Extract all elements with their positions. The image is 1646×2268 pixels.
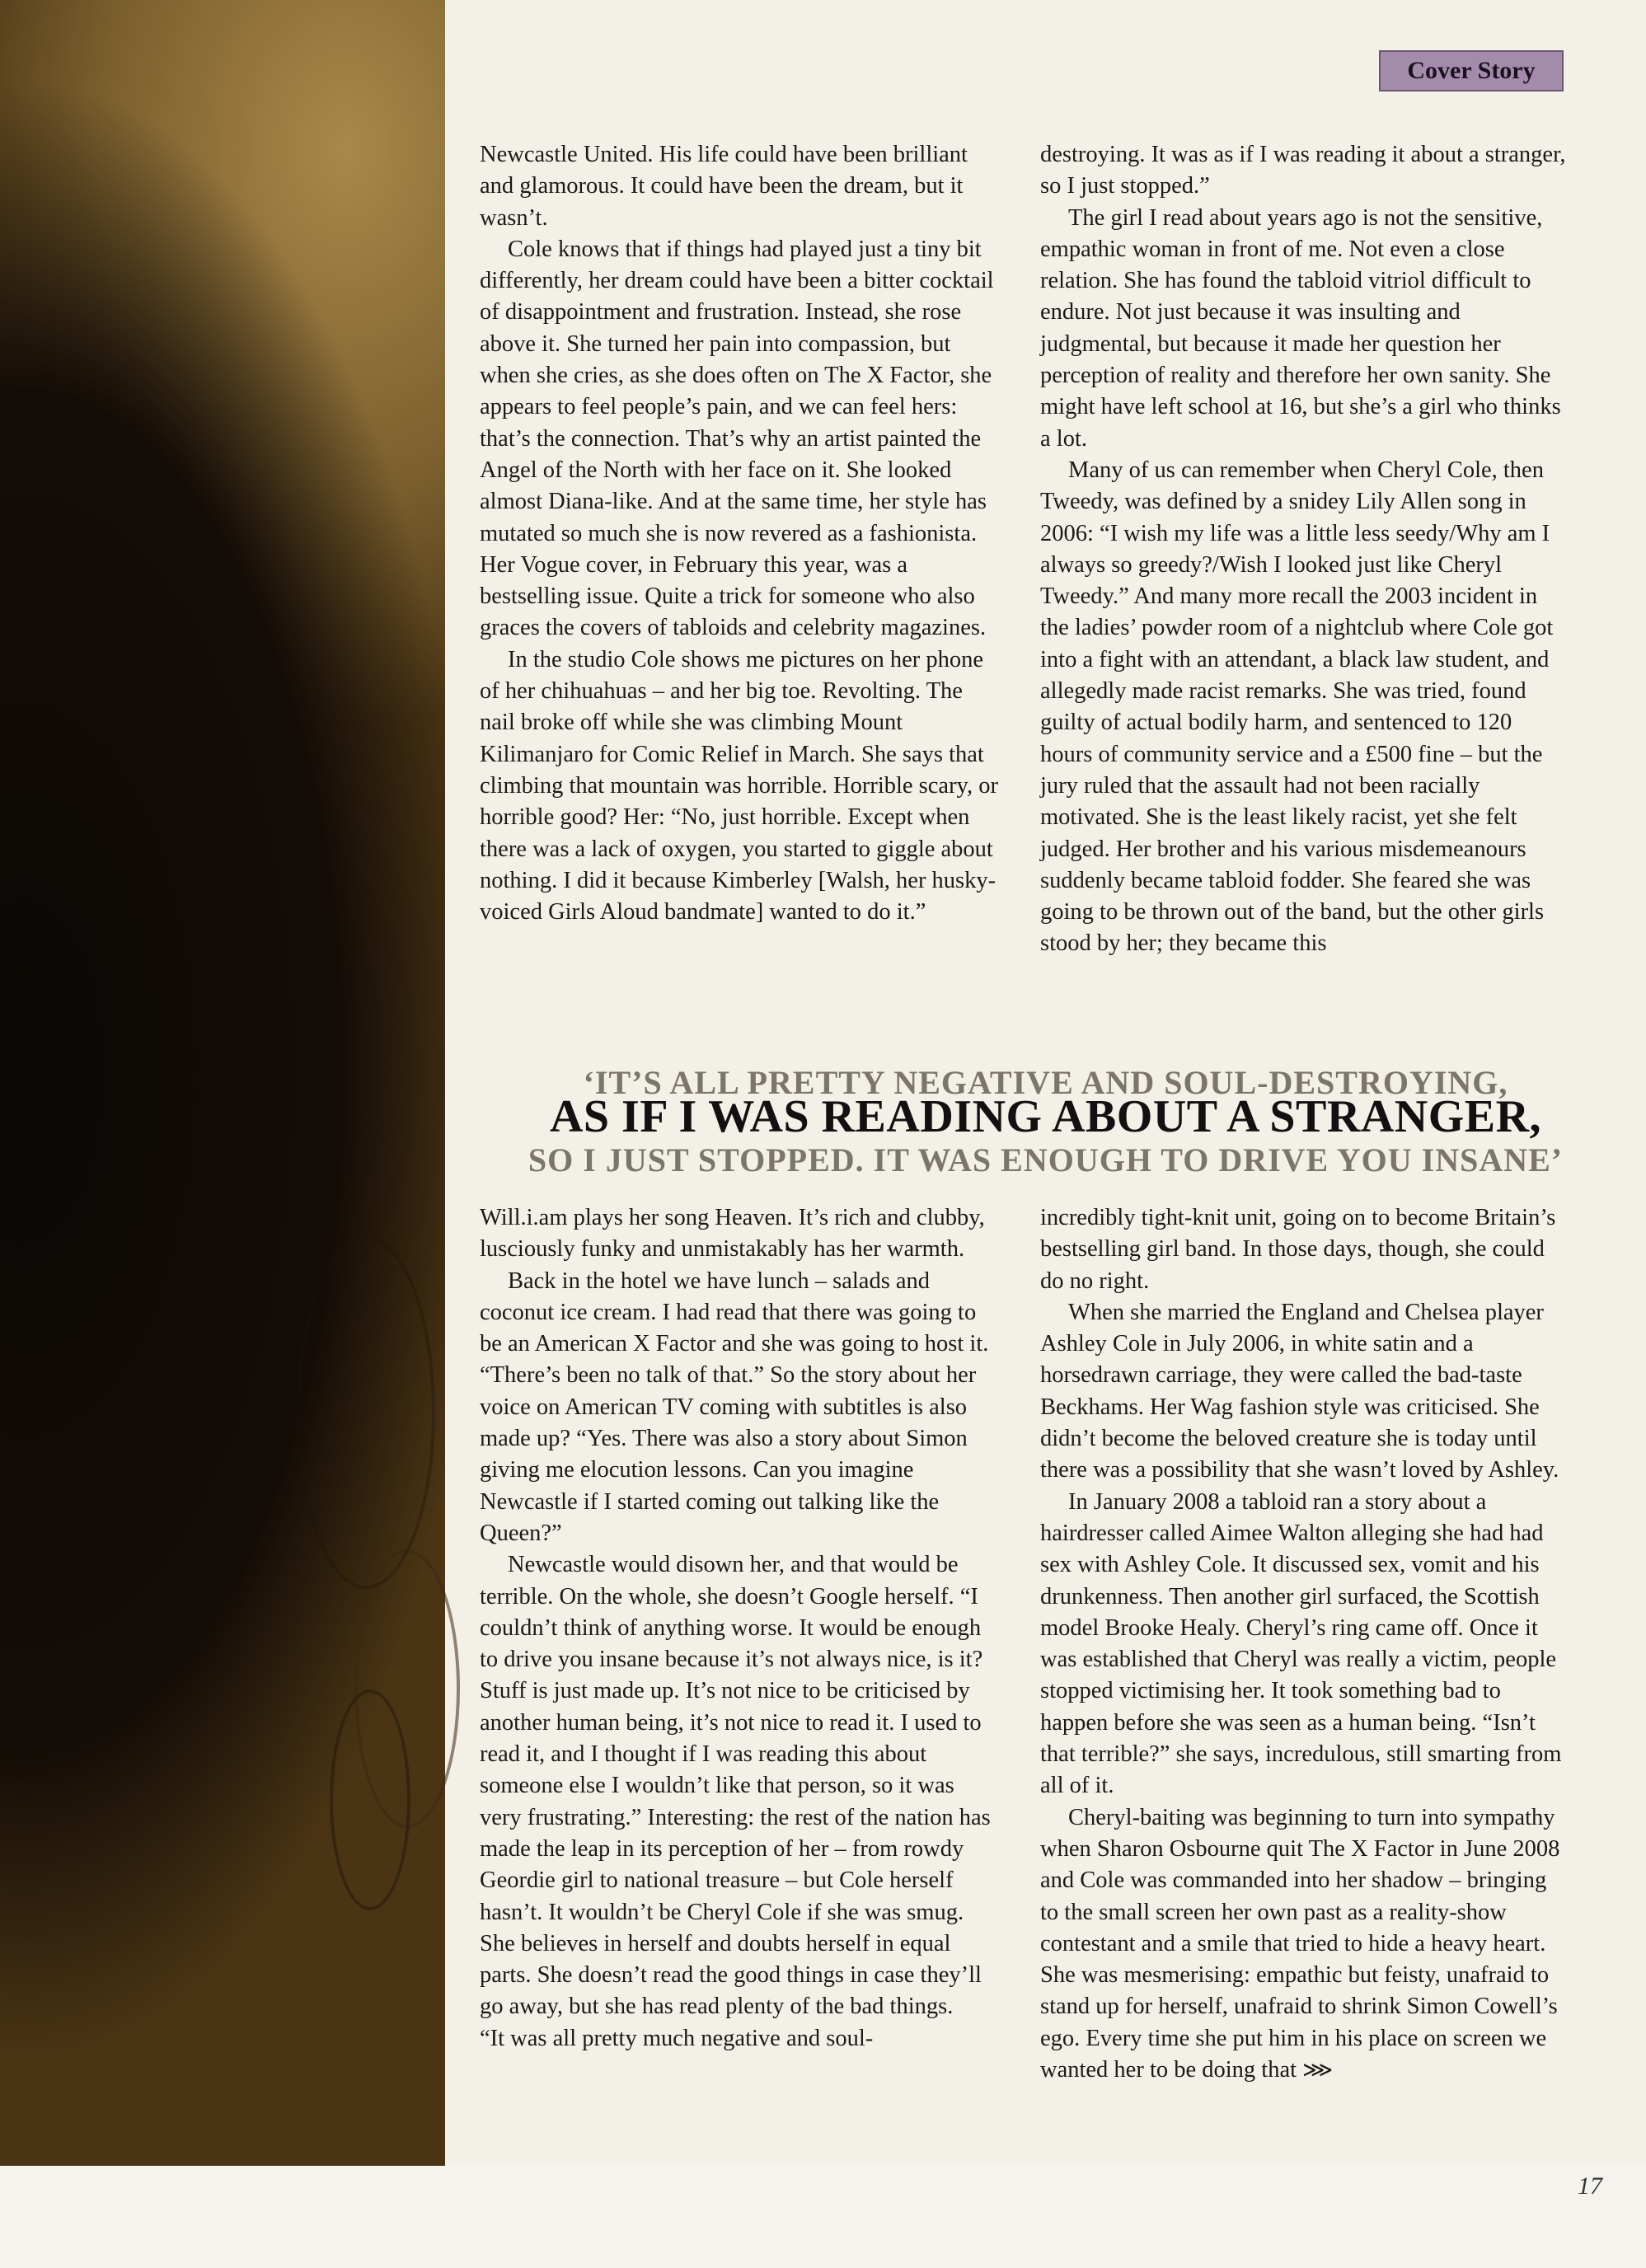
continue-arrow-icon: ⋙	[1302, 2058, 1332, 2083]
article-paragraph: “It was all pretty much negative and soul-	[480, 2025, 874, 2051]
article-paragraph: When she married the England and Chelsea player Ashley Cole in July 2006, in white satin and a horsedrawn carriage, they were called the bad-taste Beckhams. Her Wag fashion style was criticised. She didn’t become the beloved creature she is today until there was a possibility that she wasn’t loved by Ashley.	[1040, 1299, 1559, 1483]
hair-strand	[330, 1689, 410, 1910]
article-column-2	[1040, 139, 1568, 960]
article-paragraph: In the studio Cole shows me pictures on her phone of her chihuahuas – and her big toe. Revolting. The nail broke off while she was climbing Mount Kilimanjaro for Comic Relief in March. She says that climbing that mountain was horrible. Horrible scary, or horrible good? Her: “No, just horrible. Except when there was a lack of oxygen, you started to giggle about nothing. I did it because Kimberley [Walsh, her husky-voiced Girls Aloud bandmate] wanted to do it.”	[480, 646, 998, 925]
article-paragraph: Newcastle would disown her, and that would be terrible. On the whole, she doesn’t Google herself. “I couldn’t think of anything worse. It would be enough to drive you insane because it’s not always nice, is it? Stuff is just made up. It’s not nice to be criticised by another human being, it’s not nice to read it. I used to read it, and I thought if I was reading this about someone else I wouldn’t like that person, so it was very frustrating.” Interesting: the rest of the nation has made the leap in its perception of her – from rowdy Geordie girl to national treasure – but Cole herself hasn’t. It wouldn’t be Cheryl Cole if she was smug. She believes in herself and doubts herself in equal parts. She doesn’t read the good things in case they’ll go away, but she has read plenty of the bad things.	[480, 1552, 991, 2020]
cover-photo	[0, 0, 445, 2166]
page-margin	[0, 2166, 1646, 2268]
article-column-3	[480, 1202, 1001, 2055]
article-paragraph: In January 2008 a tabloid ran a story about a hairdresser called Aimee Walton alleging she had had sex with Ashley Cole. It discussed sex, vomit and his drunkenness. Then another girl surfaced, the Scottish model Brooke Healy. Cheryl’s ring came off. Once it was established that Cheryl was really a victim, people stopped victimising her. It took something bad to happen before she was seen as a human being. “Isn’t that terrible?” she says, incredulous, still smarting from all of it.	[1040, 1488, 1562, 1799]
pull-quote-line-2: AS IF I WAS READING ABOUT A STRANGER,	[549, 1091, 1542, 1142]
article-paragraph: incredibly tight-knit unit, going on to become Britain’s bestselling girl band. In those days, though, she could do no right.	[1040, 1205, 1556, 1294]
page-number: 17	[1578, 2172, 1602, 2200]
article-paragraph: Many of us can remember when Cheryl Cole, then Tweedy, was defined by a snidey Lily Allen song in 2006: “I wish my life was a little less seedy/Why am I always so greedy?/Wish I looked just like Cheryl Tweedy.” And many more recall the 2003 incident in the ladies’ powder room of a nightclub where Cole got into a fight with an attendant, a black law student, and allegedly made racist remarks. She was tried, found guilty of actual bodily harm, and sentenced to 120 hours of community service and a £500 fine – but the jury ruled that the assault had not been racially motivated. She is the least likely racist, yet she felt judged. Her brother and his various misdemeanours suddenly became tabloid fodder. She feared she was going to be thrown out of the band, but the other girls stood by her; they became this	[1040, 457, 1554, 957]
hair-strand	[297, 1236, 435, 1589]
article-paragraph: The girl I read about years ago is not the sensitive, empathic woman in front of me. Not even a close relation. She has found the tabloid vitriol difficult to endure. Not just because it was insulting and judgmental, but because it made her question her perception of reality and therefore her own sanity. She might have left school at 16, but she’s a girl who thinks a lot.	[1040, 204, 1561, 452]
pull-quote-line-3: SO I JUST STOPPED. IT WAS ENOUGH TO DRIVE YOU INSANE’	[528, 1141, 1564, 1179]
article-paragraph: destroying. It was as if I was reading it about a stranger, so I just stopped.”	[1040, 142, 1566, 199]
article-paragraph: Cheryl-baiting was beginning to turn into sympathy when Sharon Osbourne quit The X Factor in June 2008 and Cole was commanded into her shadow – bringing to the small screen her own past as a reality-show contestant and a smile that tried to hide a heavy heart. She was mesmerising: empathic but feisty, unafraid to stand up for herself, unafraid to shrink Simon Cowell’s ego. Every time she put him in his place on screen we wanted her to be doing that ⋙	[1040, 1804, 1560, 2083]
section-tag: Cover Story	[1379, 50, 1564, 91]
article-column-1	[480, 139, 1001, 928]
article-paragraph: Newcastle United. His life could have been brilliant and glamorous. It could have been the dream, but it wasn’t.	[480, 142, 968, 231]
article-paragraph: Back in the hotel we have lunch – salads and coconut ice cream. I had read that there was going to be an American X Factor and she was going to host it. “There’s been no talk of that.” So the story about her voice on American TV coming with subtitles is also made up? “Yes. There was also a story about Simon giving me elocution lessons. Can you imagine Newcastle if I started coming out talking like the Queen?”	[480, 1268, 989, 1546]
article-paragraph: Cole knows that if things had played just a tiny bit differently, her dream could have been a bitter cocktail of disappointment and frustration. Instead, she rose above it. She turned her pain into compassion, but when she cries, as she does often on The X Factor, she appears to feel people’s pain, and we can feel hers: that’s the connection. That’s why an artist painted the Angel of the North with her face on it. She looked almost Diana-like. And at the same time, her style has mutated so much she is now revered as a fashionista. Her Vogue cover, in February this year, was a bestselling issue. Quite a trick for someone who also graces the covers of tabloids and celebrity magazines.	[480, 236, 994, 641]
article-column-4	[1040, 1202, 1568, 2086]
article-paragraph: Will.i.am plays her song Heaven. It’s rich and clubby, lusciously funky and unmistakably has her warmth.	[480, 1205, 985, 1263]
pull-quote-line-1: ‘IT’S ALL PRETTY NEGATIVE AND SOUL-DESTROYING,	[583, 1064, 1508, 1101]
